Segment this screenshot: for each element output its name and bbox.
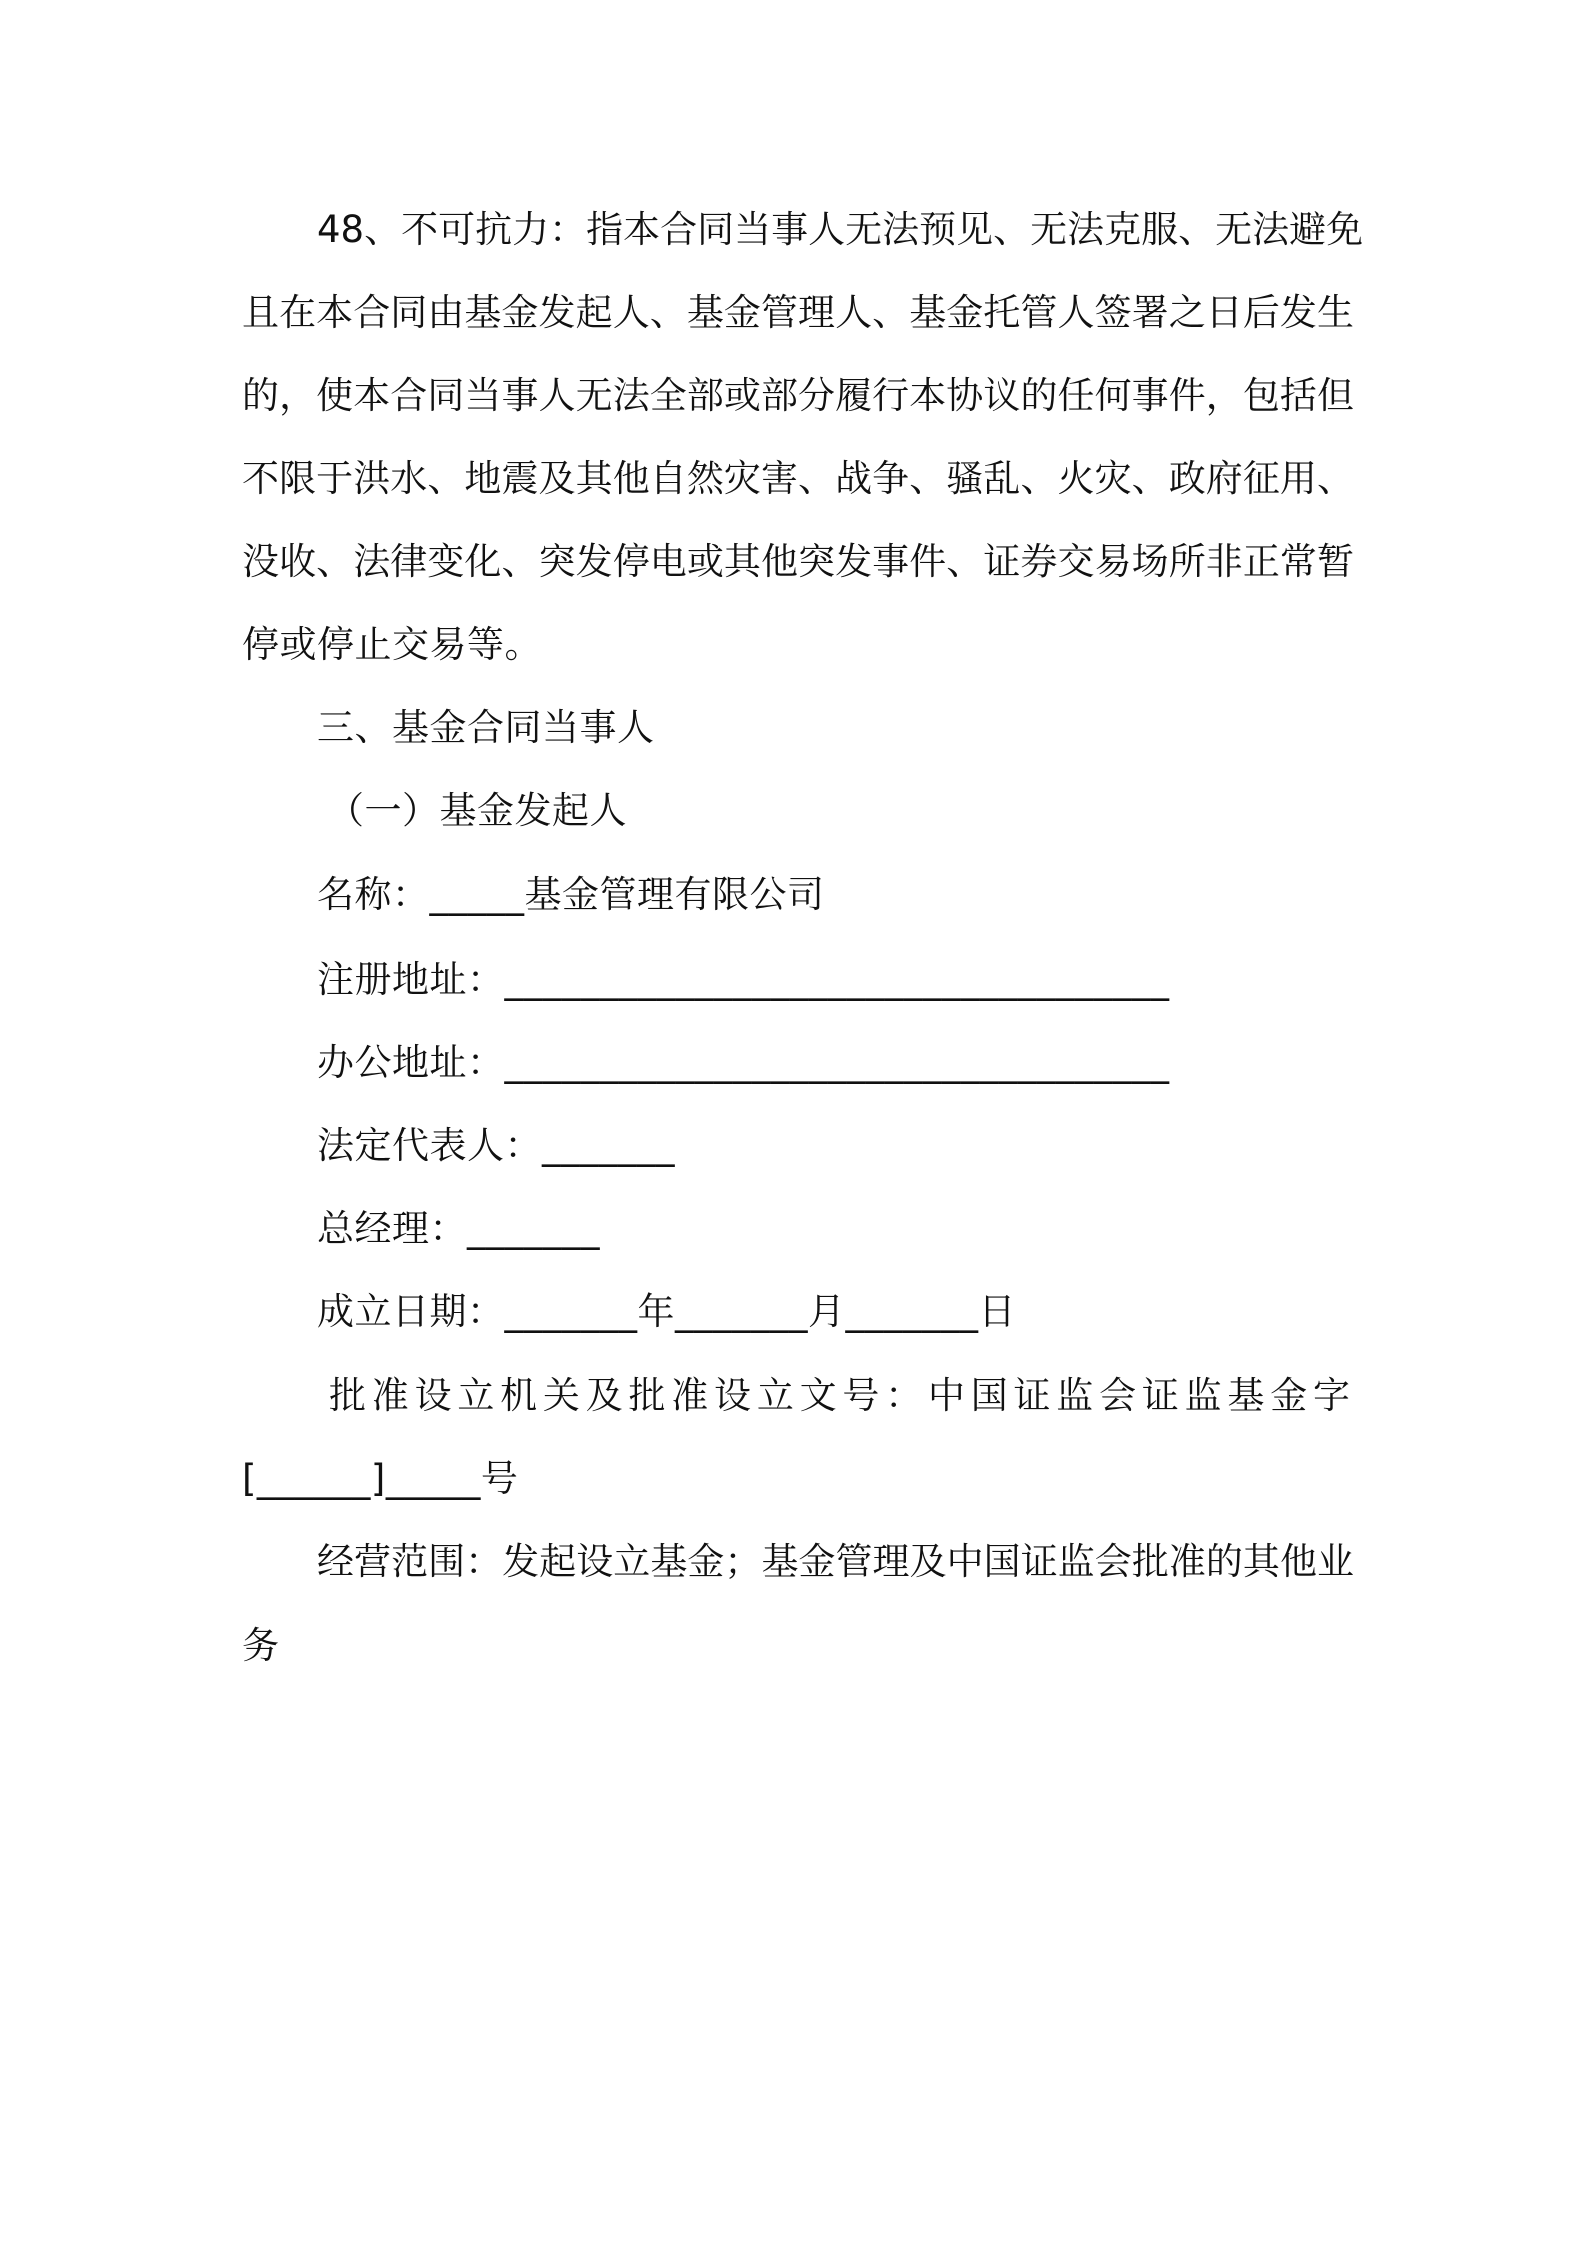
field-general-manager: 总经理：_______ [317,1207,600,1250]
field-approval-line-1: 批准设立机关及批准设立文号：中国证监会证监基金字 [329,1374,1354,1417]
field-business-scope-line-2: 务 [242,1624,280,1667]
subsection-heading: （一）基金发起人 [327,789,627,832]
definition-48-line-3: 的，使本合同当事人无法全部或部分履行本协议的任何事件，包括但 [242,374,1354,417]
field-established-date: 成立日期：_______年_______月_______日 [317,1290,1016,1333]
field-name: 名称：_____基金管理有限公司 [317,873,825,916]
field-business-scope-line-1: 经营范围：发起设立基金；基金管理及中国证监会批准的其他业 [317,1540,1354,1583]
definition-48-line-5: 没收、法律变化、突发停电或其他突发事件、证券交易场所非正常暂 [242,540,1354,583]
definition-48-line-2: 且在本合同由基金发起人、基金管理人、基金托管人签署之日后发生 [242,291,1354,334]
field-approval-line-2: [______]_____号 [242,1457,519,1500]
section-heading: 三、基金合同当事人 [317,706,655,749]
definition-48-line-6: 停或停止交易等。 [242,623,542,666]
field-legal-representative: 法定代表人：_______ [317,1124,675,1167]
field-registered-address: 注册地址：___________________________________ [317,958,1170,1001]
definition-48-line-4: 不限于洪水、地震及其他自然灾害、战争、骚乱、火灾、政府征用、 [242,457,1354,500]
definition-48-line-1: 48、不可抗力：指本合同当事人无法预见、无法克服、无法避免 [317,208,1364,251]
field-office-address: 办公地址：___________________________________ [317,1041,1170,1084]
